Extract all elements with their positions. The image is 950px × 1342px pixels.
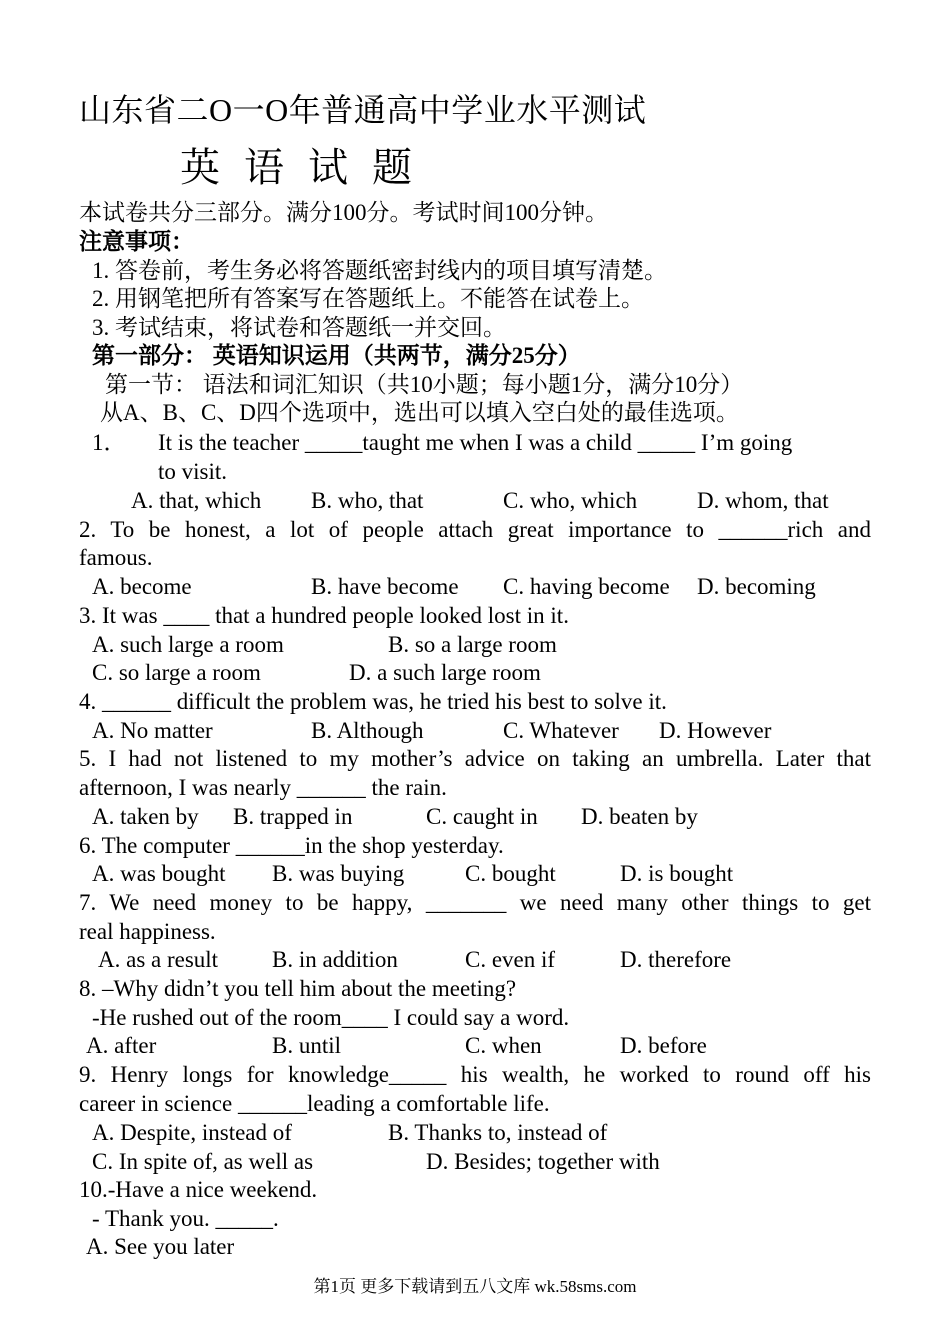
question-stem: 6. The computer ______in the shop yesterday.: [79, 833, 504, 858]
question-stem: - Thank you. _____.: [92, 1206, 279, 1231]
question-stem: 8. –Why didn’t you tell him about the meeting?: [79, 976, 517, 1001]
option-a: A. See you later: [86, 1234, 235, 1259]
option-a: A. that, which: [131, 488, 262, 513]
option-d: D. a such large room: [349, 660, 541, 685]
question-stem: -He rushed out of the room____ I could say a word.: [92, 1005, 570, 1030]
option-d: D. whom, that: [697, 488, 829, 513]
option-d: D. becoming: [697, 574, 816, 599]
page-subtitle: 英语试题: [180, 145, 436, 190]
question-stem: career in science ______leading a comfortable life.: [79, 1091, 550, 1116]
option-a: A. such large a room: [92, 632, 284, 657]
section1-heading: 第一节： 语法和词汇知识（共10小题；每小题1分，满分10分）: [105, 372, 744, 397]
option-b: B. so a large room: [388, 632, 557, 657]
option-a: A. No matter: [92, 718, 213, 743]
option-d: D. before: [620, 1033, 707, 1058]
option-c: C. caught in: [426, 804, 538, 829]
option-b: B. who, that: [311, 488, 424, 513]
option-b: B. until: [272, 1033, 342, 1058]
option-b: B. Thanks to, instead of: [388, 1120, 608, 1145]
question-stem: 5. I had not listened to my mother’s advice on taking an umbrella. Later that: [79, 746, 871, 771]
question-stem: It is the teacher _____taught me when I was a child _____ I’m going: [158, 430, 793, 455]
question-stem: 3. It was ____ that a hundred people looked lost in it.: [79, 603, 569, 628]
question-stem: to visit.: [158, 459, 228, 484]
option-c: C. bought: [465, 861, 556, 886]
option-a: A. become: [92, 574, 192, 599]
option-b: B. in addition: [272, 947, 398, 972]
section1-instruction: 从A、B、C、D四个选项中，选出可以填入空白处的最佳选项。: [100, 400, 739, 425]
option-d: D. Besides; together with: [426, 1149, 660, 1174]
notice-item: 3. 考试结束，将试卷和答题纸一并交回。: [92, 315, 506, 340]
option-c: C. so large a room: [92, 660, 261, 685]
option-c: C. In spite of, as well as: [92, 1149, 314, 1174]
option-c: C. who, which: [503, 488, 638, 513]
question-stem: 9. Henry longs for knowledge_____ his wealth, he worked to round off his: [79, 1062, 871, 1087]
option-d: D. is bought: [620, 861, 734, 886]
option-a: A. Despite, instead of: [92, 1120, 292, 1145]
question-stem: afternoon, I was nearly ______ the rain.: [79, 775, 447, 800]
page-title: 山东省二O一O年普通高中学业水平测试: [79, 92, 647, 128]
option-c: C. having become: [503, 574, 670, 599]
intro-text: 本试卷共分三部分。满分100分。考试时间100分钟。: [79, 200, 608, 225]
option-b: B. Although: [311, 718, 424, 743]
option-b: B. have become: [311, 574, 459, 599]
question-number: 1．: [92, 430, 127, 455]
option-d: D. therefore: [620, 947, 732, 972]
option-c: C. Whatever: [503, 718, 619, 743]
question-stem: famous.: [79, 545, 153, 570]
option-d: D. However: [659, 718, 772, 743]
option-d: D. beaten by: [581, 804, 698, 829]
question-stem: 2. To be honest, a lot of people attach great importance to ______rich and: [79, 517, 871, 542]
option-a: A. after: [86, 1033, 157, 1058]
option-a: A. as a result: [98, 947, 219, 972]
question-stem: 7. We need money to be happy, _______ we need many other things to get: [79, 890, 871, 915]
option-b: B. trapped in: [233, 804, 353, 829]
notice-item: 2. 用钢笔把所有答案写在答题纸上。不能答在试卷上。: [92, 286, 644, 311]
question-stem: 10.-Have a nice weekend.: [79, 1177, 318, 1202]
notice-item: 1. 答卷前，考生务必将答题纸密封线内的项目填写清楚。: [92, 258, 667, 283]
option-a: A. was bought: [92, 861, 226, 886]
option-a: A. taken by: [92, 804, 199, 829]
option-b: B. was buying: [272, 861, 405, 886]
question-stem: 4. ______ difficult the problem was, he tried his best to solve it.: [79, 689, 667, 714]
page-footer: 第1页 更多下载请到五八文库 wk.58sms.com: [313, 1277, 637, 1296]
question-stem: real happiness.: [79, 919, 216, 944]
option-c: C. when: [465, 1033, 542, 1058]
notice-heading: 注意事项：: [79, 229, 194, 254]
option-c: C. even if: [465, 947, 556, 972]
part1-heading: 第一部分： 英语知识运用（共两节，满分25分）: [92, 343, 581, 368]
